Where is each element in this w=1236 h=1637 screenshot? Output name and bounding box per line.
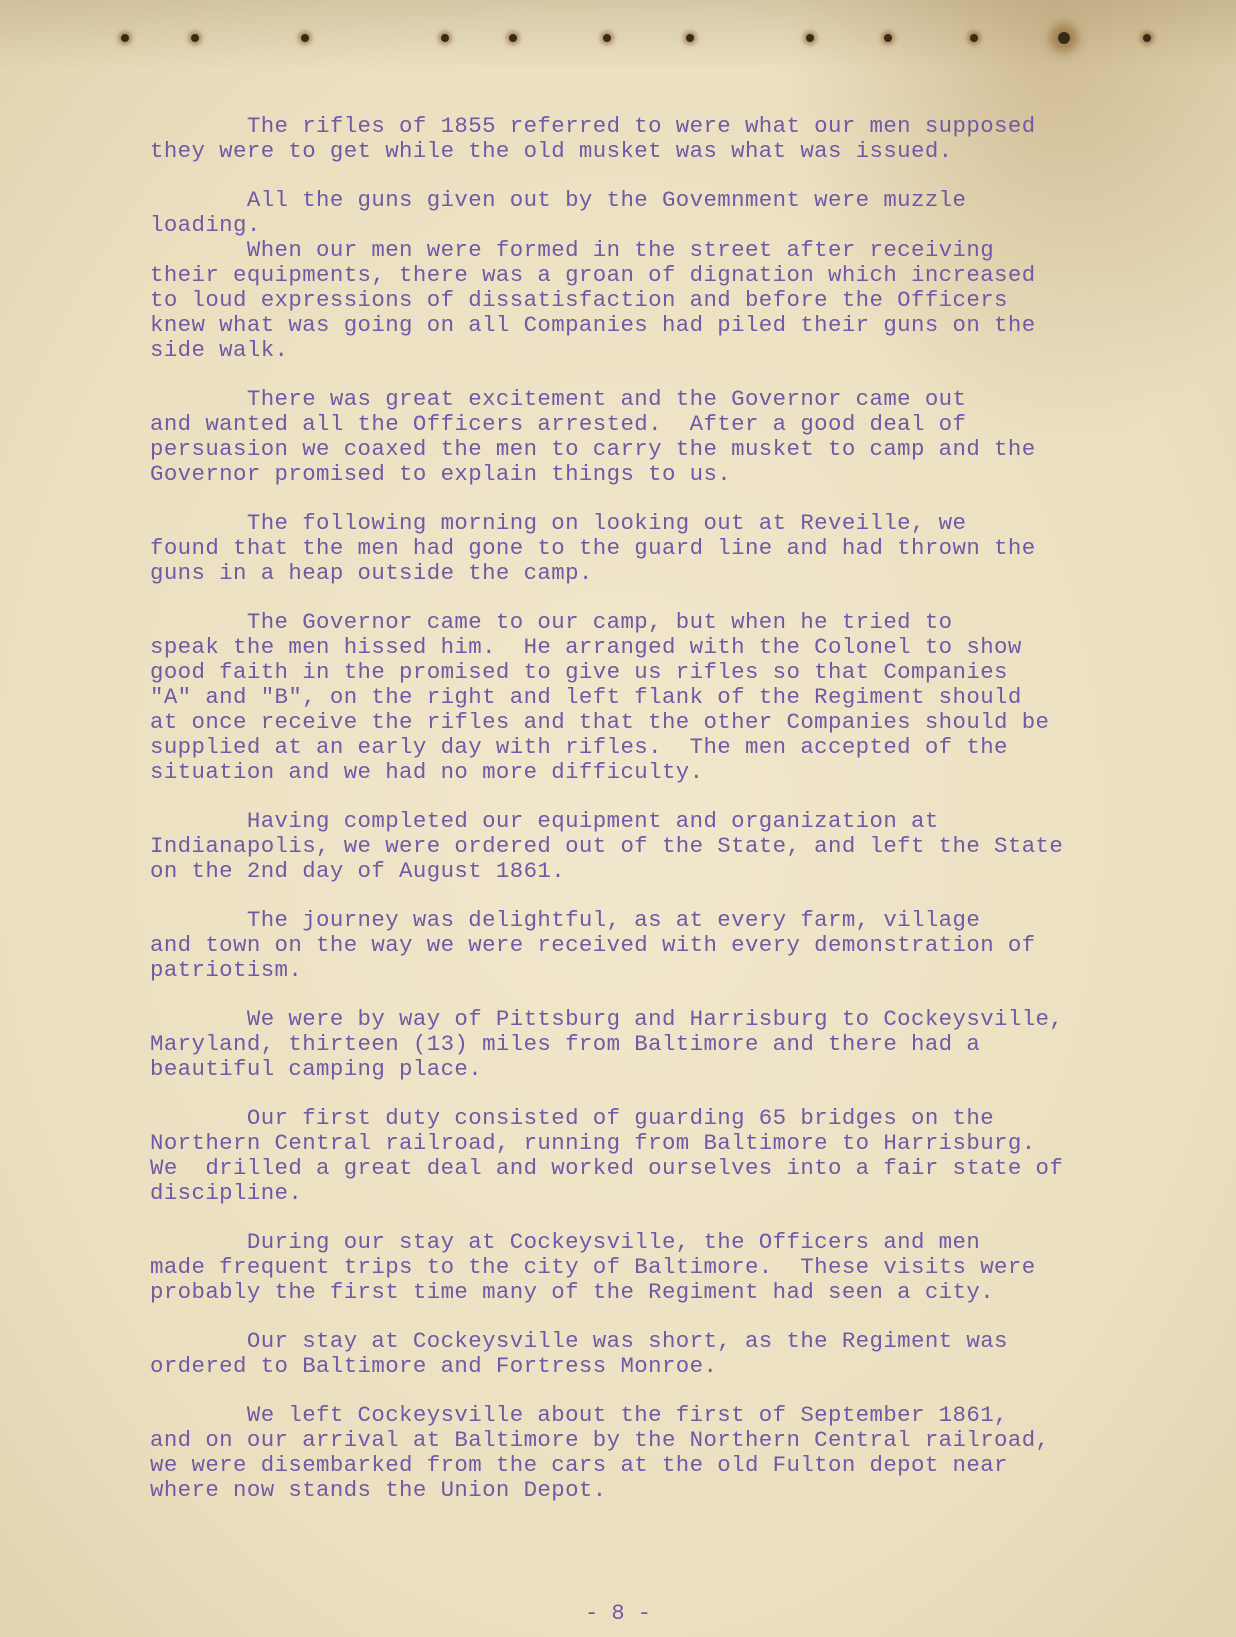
text-line: guns in a heap outside the camp. — [150, 560, 593, 586]
binding-hole — [121, 34, 129, 42]
text-line: loading. — [150, 212, 261, 238]
text-line: Our first duty consisted of guarding 65 bridges on the — [150, 1105, 995, 1131]
text-line: "A" and "B", on the right and left flank of the Regiment should — [150, 684, 1022, 710]
paragraph — [150, 238, 1150, 363]
text-line: supplied at an early day with rifles. The men accepted of the — [150, 734, 1008, 760]
paragraph — [150, 610, 1150, 785]
text-line: on the 2nd day of August 1861. — [150, 858, 566, 884]
text-line: good faith in the promised to give us rifles so that Companies — [150, 659, 1008, 685]
text-line: probably the first time many of the Regiment had seen a city. — [150, 1279, 995, 1305]
paragraph — [150, 809, 1150, 884]
binding-hole — [970, 34, 978, 42]
text-line: persuasion we coaxed the men to carry the musket to camp and the — [150, 436, 1036, 462]
binding-hole — [1058, 32, 1070, 44]
paragraph — [150, 1106, 1150, 1206]
typewritten-body — [150, 114, 1150, 1527]
binding-hole — [884, 34, 892, 42]
text-line: to loud expressions of dissatisfaction and before the Officers — [150, 287, 1008, 313]
text-line: When our men were formed in the street after receiving — [150, 237, 995, 263]
text-line: their equipments, there was a groan of dignation which increased — [150, 262, 1036, 288]
text-line: Indianapolis, we were ordered out of the State, and left the State — [150, 833, 1064, 859]
text-line: Having completed our equipment and organization at — [150, 808, 939, 834]
paragraph — [150, 188, 1150, 238]
paragraph — [150, 1230, 1150, 1305]
text-line: at once receive the rifles and that the other Companies should be — [150, 709, 1050, 735]
paragraph — [150, 511, 1150, 586]
text-line: The Governor came to our camp, but when he tried to — [150, 609, 953, 635]
text-line: All the guns given out by the Govemnment were muzzle — [150, 187, 967, 213]
paragraph — [150, 114, 1150, 164]
text-line: The rifles of 1855 referred to were what our men supposed — [150, 113, 1036, 139]
paragraph — [150, 1329, 1150, 1379]
text-line: The following morning on looking out at Reveille, we — [150, 510, 967, 536]
binding-hole — [509, 34, 517, 42]
binding-hole — [603, 34, 611, 42]
text-line: and town on the way we were received with every demonstration of — [150, 932, 1036, 958]
binding-hole — [1143, 34, 1151, 42]
binding-hole — [686, 34, 694, 42]
binding-holes — [0, 0, 1236, 70]
text-line: side walk. — [150, 337, 289, 363]
text-line: knew what was going on all Companies had piled their guns on the — [150, 312, 1036, 338]
text-line: During our stay at Cockeysville, the Officers and men — [150, 1229, 981, 1255]
text-line: where now stands the Union Depot. — [150, 1477, 607, 1503]
text-line: Maryland, thirteen (13) miles from Baltimore and there had a — [150, 1031, 981, 1057]
text-line: speak the men hissed him. He arranged with the Colonel to show — [150, 634, 1022, 660]
text-line: situation and we had no more difficulty. — [150, 759, 704, 785]
text-line: We left Cockeysville about the first of September 1861, — [150, 1402, 1008, 1428]
text-line: We were by way of Pittsburg and Harrisburg to Cockeysville, — [150, 1006, 1064, 1032]
binding-hole — [806, 34, 814, 42]
text-line: we were disembarked from the cars at the old Fulton depot near — [150, 1452, 1008, 1478]
text-line: We drilled a great deal and worked ourselves into a fair state of — [150, 1155, 1064, 1181]
text-line: found that the men had gone to the guard line and had thrown the — [150, 535, 1036, 561]
binding-hole — [191, 34, 199, 42]
binding-hole — [301, 34, 309, 42]
text-line: and on our arrival at Baltimore by the Northern Central railroad, — [150, 1427, 1050, 1453]
text-line: The journey was delightful, as at every farm, village — [150, 907, 981, 933]
text-line: Northern Central railroad, running from Baltimore to Harrisburg. — [150, 1130, 1036, 1156]
text-line: made frequent trips to the city of Baltimore. These visits were — [150, 1254, 1036, 1280]
paragraph — [150, 908, 1150, 983]
binding-hole — [441, 34, 449, 42]
paragraph — [150, 1007, 1150, 1082]
text-line: they were to get while the old musket was what was issued. — [150, 138, 953, 164]
text-line: Governor promised to explain things to us. — [150, 461, 732, 487]
paragraph — [150, 1403, 1150, 1503]
text-line: ordered to Baltimore and Fortress Monroe. — [150, 1353, 718, 1379]
text-line: Our stay at Cockeysville was short, as the Regiment was — [150, 1328, 1008, 1354]
text-line: beautiful camping place. — [150, 1056, 483, 1082]
page-number: - 8 - — [584, 1601, 651, 1626]
paragraph — [150, 387, 1150, 487]
text-line: discipline. — [150, 1180, 303, 1206]
text-line: patriotism. — [150, 957, 303, 983]
text-line: There was great excitement and the Governor came out — [150, 386, 967, 412]
text-line: and wanted all the Officers arrested. After a good deal of — [150, 411, 967, 437]
